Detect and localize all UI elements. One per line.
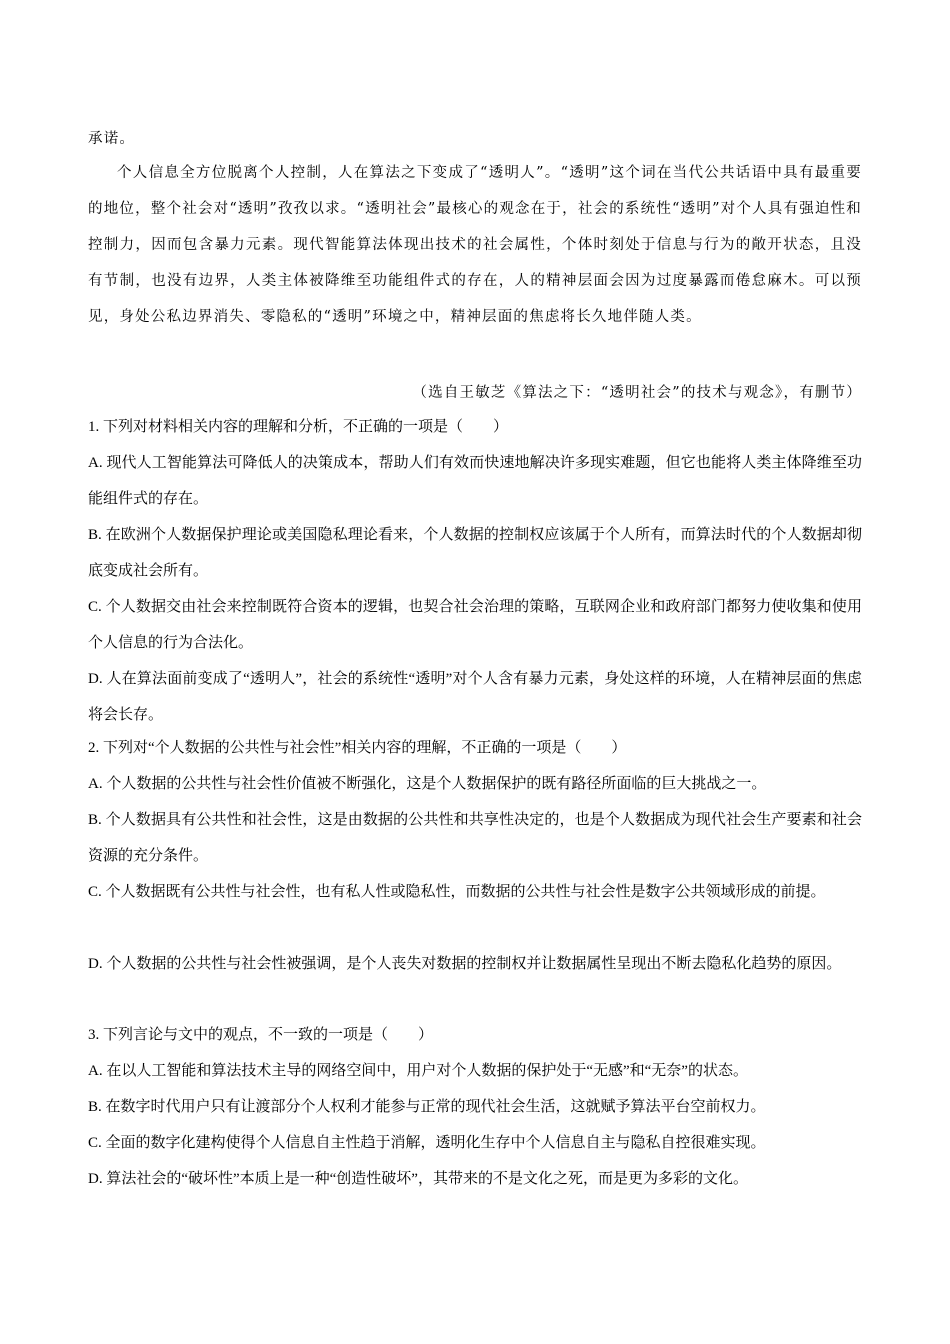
- question-2-option-b: B. 个人数据具有公共性和社会性，这是由数据的公共性和共享性决定的，也是个人数据成为现代社会生产要素和社会资源的充分条件。: [88, 812, 862, 864]
- question-2-stem: 2. 下列对“个人数据的公共性与社会性”相关内容的理解，不正确的一项是（ ）: [88, 740, 627, 756]
- question-1-option-b: B. 在欧洲个人数据保护理论或美国隐私理论看来，个人数据的控制权应该属于个人所有，而算法时代的个人数据却彻底变成社会所有。: [88, 527, 862, 579]
- source-citation: （选自王敏芝《算法之下：“透明社会”的技术与观念》，有删节）: [412, 385, 862, 401]
- question-1-option-d: D. 人在算法面前变成了“透明人”，社会的系统性“透明”对个人含有暴力元素，身处这样的环境，人在精神层面的焦虑将会长存。: [88, 671, 862, 723]
- question-2-option-c: C. 个人数据既有公共性与社会性，也有私人性或隐私性，而数据的公共性与社会性是数字公共领域形成的前提。: [88, 884, 826, 900]
- passage-paragraph: 个人信息全方位脱离个人控制，人在算法之下变成了“透明人”。“透明”这个词在当代公共话语中具有最重要的地位，整个社会对“透明”孜孜以求。“透明社会”最核心的观念在于，社会的系统性“透明”对个人具有强迫性和控制力，因而包含暴力元素。现代智能算法体现出技术的社会属性，个体时刻处于信息与行为的敞开状态，且没有节制，也没有边界，人类主体被降维至功能组件式的存在，人的精神层面会因为过度暴露而倦怠麻木。可以预见，身处公私边界消失、零隐私的“透明”环境之中，精神层面的焦虑将长久地伴随人类。: [88, 165, 862, 325]
- question-3-option-b: B. 在数字时代用户只有让渡部分个人权利才能参与正常的现代社会生活，这就赋予算法平台空前权力。: [88, 1099, 766, 1115]
- question-3-stem: 3. 下列言论与文中的观点，不一致的一项是（ ）: [88, 1027, 434, 1043]
- question-3-option-c: C. 全面的数字化建构使得个人信息自主性趋于消解，透明化生存中个人信息自主与隐私自控很难实现。: [88, 1135, 766, 1151]
- carryover-text: 承诺。: [88, 131, 136, 147]
- question-2-option-a: A. 个人数据的公共性与社会性价值被不断强化，这是个人数据保护的既有路径所面临的巨大挑战之一。: [88, 776, 767, 792]
- question-2-option-d: D. 个人数据的公共性与社会性被强调，是个人丧失对数据的控制权并让数据属性呈现出不断去隐私化趋势的原因。: [88, 956, 842, 972]
- question-3-option-a: A. 在以人工智能和算法技术主导的网络空间中，用户对个人数据的保护处于“无感”和“无奈”的状态。: [88, 1063, 748, 1079]
- question-1-option-c: C. 个人数据交由社会来控制既符合资本的逻辑，也契合社会治理的策略，互联网企业和政府部门都努力使收集和使用个人信息的行为合法化。: [88, 599, 862, 651]
- question-1-stem: 1. 下列对材料相关内容的理解和分析，不正确的一项是（ ）: [88, 419, 509, 435]
- question-1-option-a: A. 现代人工智能算法可降低人的决策成本，帮助人们有效而快速地解决许多现实难题，但它也能将人类主体降维至功能组件式的存在。: [88, 455, 862, 507]
- question-3-option-d: D. 算法社会的“破坏性”本质上是一种“创造性破坏”，其带来的不是文化之死，而是更为多彩的文化。: [88, 1171, 748, 1187]
